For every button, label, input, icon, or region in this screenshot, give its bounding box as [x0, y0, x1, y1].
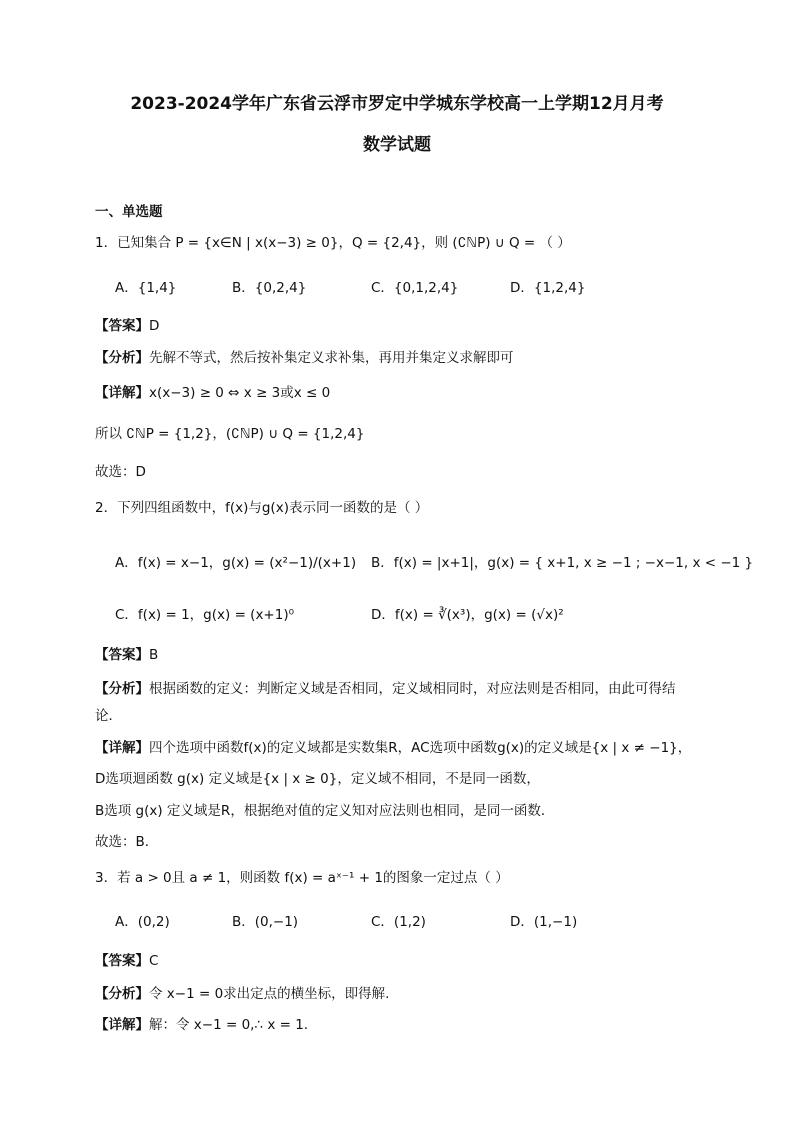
q2-option-b: B．f(x) = |x+1|，g(x) = { x+1, x ≥ −1 ; −x−1, x < −1 } — [371, 555, 754, 571]
detail-label: 【详解】 — [95, 1017, 149, 1033]
q3-option-a: A．(0,2) — [115, 914, 170, 930]
q2-stem: 2．下列四组函数中，f(x)与g(x)表示同一函数的是（ ） — [95, 500, 429, 516]
detail-label: 【详解】 — [95, 740, 149, 756]
q1-option-c: C．{0,1,2,4} — [371, 280, 459, 296]
q3-option-d: D．(1,−1) — [510, 914, 578, 930]
detail-text: x(x−3) ≥ 0 ⇔ x ≥ 3或x ≤ 0 — [149, 385, 331, 401]
q1-answer — [95, 316, 159, 336]
q1-stem: 1．已知集合 P = {x∈N | x(x−3) ≥ 0}，Q = {2,4}，则 (∁ℕP) ∪ Q = （ ） — [95, 235, 571, 251]
analysis-text: 令 x−1 = 0求出定点的横坐标，即得解. — [149, 986, 390, 1002]
detail-label: 【详解】 — [95, 385, 149, 401]
q2-analysis — [95, 679, 676, 699]
q2-conclusion: 故选：B． — [95, 834, 159, 850]
analysis-label: 【分析】 — [95, 681, 149, 697]
answer-value: B — [149, 647, 159, 663]
q3-answer — [95, 951, 158, 971]
answer-label: 【答案】 — [95, 647, 149, 663]
q2-analysis-2: 论． — [95, 708, 122, 724]
q1-conclusion: 故选：D — [95, 464, 146, 480]
section-heading: 一、单选题 — [95, 204, 163, 220]
q1-detail-2: 所以 ∁ℕP = {1,2}，(∁ℕP) ∪ Q = {1,2,4} — [95, 426, 365, 442]
q1-option-a: A．{1,4} — [115, 280, 177, 296]
q3-analysis — [95, 984, 389, 1004]
q1-analysis — [95, 348, 514, 368]
analysis-label: 【分析】 — [95, 350, 149, 366]
q1-option-d: D．{1,2,4} — [510, 280, 586, 296]
detail-text: 解：令 x−1 = 0,∴ x = 1. — [149, 1017, 309, 1033]
q2-option-a: A．f(x) = x−1，g(x) = (x²−1)/(x+1) — [115, 555, 357, 571]
q2-option-d: D．f(x) = ∛(x³)，g(x) = (√x)² — [371, 607, 564, 623]
answer-value: D — [149, 318, 160, 334]
q1-option-b: B．{0,2,4} — [232, 280, 307, 296]
analysis-label: 【分析】 — [95, 986, 149, 1002]
answer-value: C — [149, 953, 159, 969]
q2-detail-3: B选项 g(x) 定义域是R，根据绝对值的定义知对应法则也相同，是同一函数． — [95, 803, 555, 819]
q2-answer — [95, 645, 158, 665]
q3-option-b: B．(0,−1) — [232, 914, 299, 930]
answer-label: 【答案】 — [95, 953, 149, 969]
q2-option-c: C．f(x) = 1，g(x) = (x+1)⁰ — [115, 607, 295, 623]
answer-label: 【答案】 — [95, 318, 149, 334]
q3-stem: 3．若 a > 0且 a ≠ 1，则函数 f(x) = aˣ⁻¹ + 1的图象一定过点（ ） — [95, 870, 509, 886]
analysis-text: 根据函数的定义：判断定义域是否相同，定义域相同时，对应法则是否相同，由此可得结 — [149, 681, 676, 697]
q2-detail-2: D选项迴函数 g(x) 定义域是{x | x ≥ 0}，定义域不相同，不是同一函数， — [95, 771, 540, 787]
q3-option-c: C．(1,2) — [371, 914, 426, 930]
document-title-line2: 数学试题 — [363, 135, 431, 155]
q3-detail — [95, 1015, 308, 1035]
q2-detail — [95, 738, 691, 758]
analysis-text: 先解不等式，然后按补集定义求补集，再用并集定义求解即可 — [149, 350, 514, 366]
document-title-line1: 2023-2024学年广东省云浮市罗定中学城东学校高一上学期12月月考 — [130, 94, 664, 114]
detail-text: 四个选项中函数f(x)的定义域都是实数集R，AC选项中函数g(x)的定义域是{x | x ≠ −1}， — [149, 740, 692, 756]
q1-detail — [95, 383, 330, 403]
